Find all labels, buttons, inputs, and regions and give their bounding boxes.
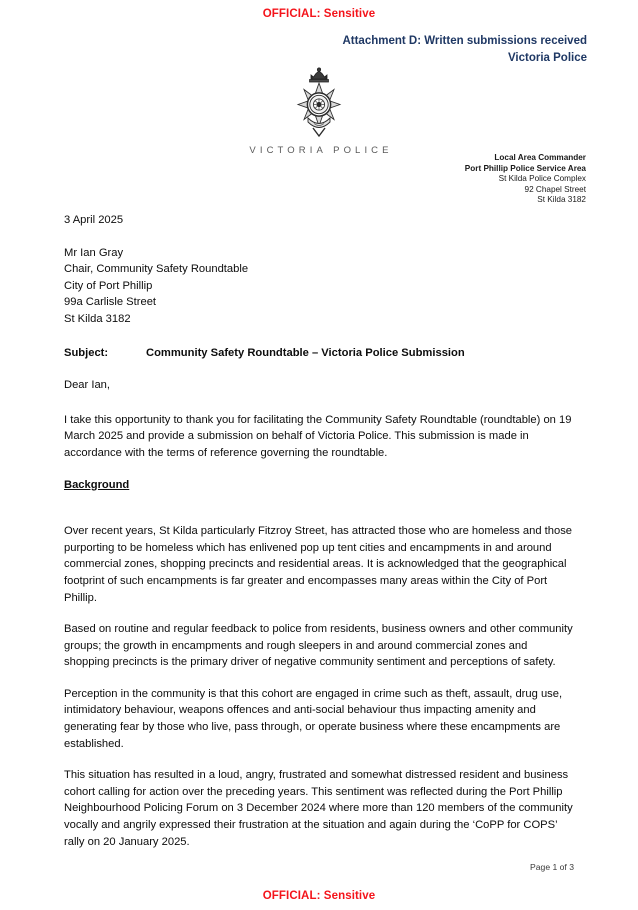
subject-text: Community Safety Roundtable – Victoria Police Submission xyxy=(146,346,465,359)
recipient-line-2: Chair, Community Safety Roundtable xyxy=(64,263,249,276)
recipient-line-1: Mr Ian Gray xyxy=(64,246,124,259)
recipient-line-4: 99a Carlisle Street xyxy=(64,296,157,309)
recipient-line-5: St Kilda 3182 xyxy=(64,312,131,325)
background-heading: Background xyxy=(64,478,130,491)
sender-line-5: St Kilda 3182 xyxy=(537,195,586,205)
page-number: Page 1 of 3 xyxy=(530,862,574,872)
background-paragraph-4: This situation has resulted in a loud, angry, frustrated and somewhat distressed resident and business cohort calling for action over the preceding years. This sentiment was reflected during the Port Phillip Neighbourhood Policing Forum on 3 December 2024 where more than 120 members of the community vocally and angrily expressed their frustration at the situation and again during the ‘CoPP for COPS’ rally on 20 January 2025. xyxy=(64,769,573,848)
subject-line xyxy=(64,345,573,362)
letter-body xyxy=(64,212,573,865)
attachment-header xyxy=(0,33,587,67)
classification-marking-top: OFFICIAL: Sensitive xyxy=(262,8,376,20)
intro-paragraph: I take this opportunity to thank you for facilitating the Community Safety Roundtable (roundtable) on 19 March 2025 and provide a submission on behalf of Victoria Police. This submission is made in accordance with the terms of reference governing the roundtable. xyxy=(64,413,572,459)
subject-label: Subject: xyxy=(64,346,109,359)
background-heading-wrap xyxy=(64,477,573,509)
background-paragraph-1: Over recent years, St Kilda particularly Fitzroy Street, has attracted those who are homeless and those purporting to be homeless which has enlivened pop up tent cities and encampments in and around commercial zones, shopping precincts and residential areas. It is acknowledged that the geographical footprint of such encampments is far greater and encompasses many areas within the City of Port Phillip. xyxy=(64,525,573,604)
salutation: Dear Ian, xyxy=(64,379,111,392)
background-paragraph-3: Perception in the community is that this cohort are engaged in crime such as theft, assault, drug use, intimidatory behaviour, weapons offences and anti-social behaviour thus impacting amenity and generating fear by those who live, pass through, or operate business where these encampments are established. xyxy=(64,687,563,750)
recipient-address-block xyxy=(64,245,573,328)
classification-marking-bottom: OFFICIAL: Sensitive xyxy=(262,890,376,902)
victoria-police-crest-icon xyxy=(290,66,348,138)
attachment-header-line-2: Victoria Police xyxy=(507,52,587,64)
sender-address-block xyxy=(0,153,586,206)
sender-line-4: 92 Chapel Street xyxy=(524,184,586,194)
attachment-header-line-1: Attachment D: Written submissions received xyxy=(342,35,587,47)
sender-line-2: Port Phillip Police Service Area xyxy=(464,163,586,173)
sender-line-1: Local Area Commander xyxy=(494,153,586,162)
recipient-line-3: City of Port Phillip xyxy=(64,279,153,292)
background-paragraph-2: Based on routine and regular feedback to police from residents, business owners and other community groups; the growth in encampments and rough sleepers in and around commercial zones and shopping precincts is the primary driver of negative community sentiment and perceptions of safety. xyxy=(64,623,573,669)
letterhead-logo xyxy=(0,66,638,156)
victoria-police-wordmark: VICTORIA POLICE xyxy=(249,145,393,156)
letter-date: 3 April 2025 xyxy=(64,214,124,226)
sender-line-3: St Kilda Police Complex xyxy=(498,174,586,184)
